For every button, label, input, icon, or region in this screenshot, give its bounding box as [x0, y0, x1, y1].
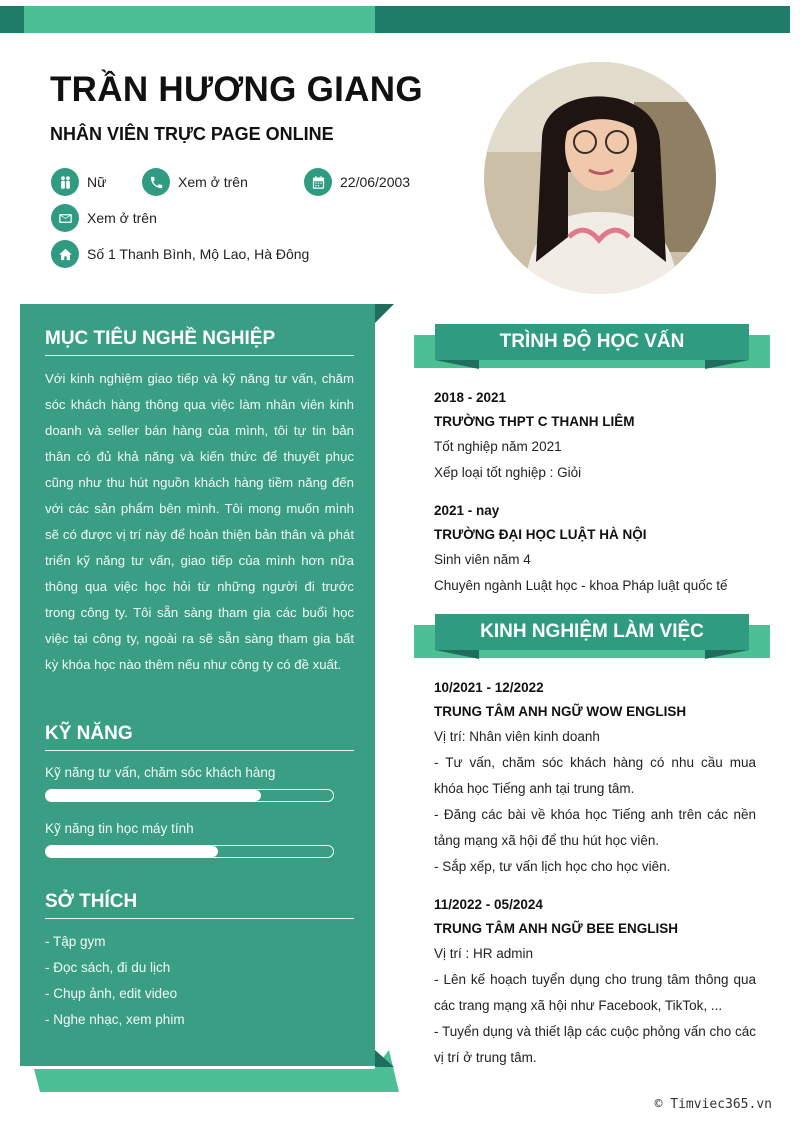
- desired-position: NHÂN VIÊN TRỰC PAGE ONLINE: [50, 124, 334, 144]
- gender-info: [51, 168, 106, 196]
- education-detail: Chuyên ngành Luật học - khoa Pháp luật quốc tế: [434, 578, 728, 593]
- education-detail: Xếp loại tốt nghiệp : Giỏi: [434, 465, 582, 480]
- skill-label: Kỹ năng tư vấn, chăm sóc khách hàng: [45, 765, 276, 780]
- email-info: [51, 204, 157, 232]
- education-school: TRƯỜNG ĐẠI HỌC LUẬT HÀ NỘI: [434, 527, 647, 542]
- hobby-item: - Chụp ảnh, edit video: [45, 986, 178, 1001]
- skills-title: KỸ NĂNG: [45, 723, 354, 751]
- experience-period: 10/2021 - 12/2022: [434, 680, 544, 695]
- mail-icon: [51, 204, 79, 232]
- experience-task: - Tư vấn, chăm sóc khách hàng có nhu cầu mua khóa học Tiếng anh tại trung tâm.: [434, 755, 756, 796]
- experience-task: - Lên kế hoạch tuyển dụng cho trung tâm thông qua các trang mạng xã hội như Facebook, TikTok, ...: [434, 972, 756, 1013]
- gender-value: Nữ: [87, 174, 107, 190]
- candidate-name: TRẦN HƯƠNG GIANG: [50, 70, 423, 109]
- phone-info: [142, 168, 248, 196]
- hobby-item: - Nghe nhạc, xem phim: [45, 1012, 185, 1027]
- education-detail: Tốt nghiệp năm 2021: [434, 439, 562, 454]
- header-bar-accent: [24, 6, 375, 33]
- education-detail: Sinh viên năm 4: [434, 552, 531, 567]
- education-period: 2018 - 2021: [434, 390, 507, 405]
- hobby-item: - Đọc sách, đi du lịch: [45, 960, 171, 975]
- experience-task: - Tuyển dụng và thiết lập các cuộc phỏng vấn cho các vị trí ở trung tâm.: [434, 1024, 756, 1065]
- education-period: 2021 - nay: [434, 503, 500, 518]
- people-icon: [51, 168, 79, 196]
- footer-credit: © Timviec365.vn: [654, 1097, 772, 1112]
- calendar-icon: [304, 168, 332, 196]
- experience-role: Vị trí : HR admin: [434, 946, 534, 961]
- address-info: [51, 240, 309, 268]
- skill-fill: [46, 846, 218, 857]
- education-title: TRÌNH ĐỘ HỌC VẤN: [435, 324, 749, 360]
- objective-title: MỤC TIÊU NGHỀ NGHIỆP: [45, 328, 354, 356]
- experience-company: TRUNG TÂM ANH NGỮ BEE ENGLISH: [434, 921, 678, 936]
- ribbon-fold: [435, 360, 479, 369]
- phone-icon: [142, 168, 170, 196]
- hobbies-title: SỞ THÍCH: [45, 891, 354, 919]
- profile-photo: [484, 62, 716, 294]
- experience-title: KINH NGHIỆM LÀM VIỆC: [435, 614, 749, 650]
- skill-label: Kỹ năng tin học máy tính: [45, 821, 194, 836]
- birthday-info: [304, 168, 410, 196]
- panel-fold-bottom: [375, 1050, 394, 1067]
- education-school: TRƯỜNG THPT C THANH LIÊM: [434, 414, 635, 429]
- experience-period: 11/2022 - 05/2024: [434, 897, 543, 912]
- objective-text: Với kinh nghiệm giao tiếp và kỹ năng tư vấn, chăm sóc khách hàng thông qua việc làm nhân viên kinh doanh và seller bán hàng của mình, tôi tự tin bản thân có đủ khả năng và kiến thức để thuyết phục cũng như thu hút nguồn khách hàng tiềm năng đến với các sản phẩm bên mình. Tôi mong muốn mình sẽ có được vị trí này để hoàn thiện bản thân và phát triển kỹ năng tư vấn, giao tiếp của mình hơn nữa thông qua việc học hỏi từ những người đi trước trong công ty. Tôi sẵn sàng tham gia các buổi học việc tại công ty, ngoài ra sẽ sẵn sàng tham gia bất kỳ khóa học nào thêm nếu như công ty có đề xuất.: [45, 371, 354, 672]
- experience-company: TRUNG TÂM ANH NGỮ WOW ENGLISH: [434, 704, 687, 719]
- skill-fill: [46, 790, 261, 801]
- skill-bar: [45, 845, 334, 858]
- ribbon-fold: [705, 360, 749, 369]
- experience-task: - Đăng các bài về khóa học Tiếng anh trên các nền tảng mạng xã hội để thu hút học viên.: [434, 807, 756, 848]
- address-value: Số 1 Thanh Bình, Mộ Lao, Hà Đông: [87, 246, 310, 262]
- experience-role: Vị trí: Nhân viên kinh doanh: [434, 729, 600, 744]
- skill-bar: [45, 789, 334, 802]
- ribbon-fold: [435, 650, 479, 659]
- home-icon: [51, 240, 79, 268]
- hobby-item: - Tập gym: [45, 934, 106, 949]
- email-value: Xem ở trên: [87, 210, 157, 226]
- ribbon-fold: [705, 650, 749, 659]
- phone-value: Xem ở trên: [178, 174, 248, 190]
- panel-fold-top: [375, 304, 394, 323]
- experience-task: - Sắp xếp, tư vấn lịch học cho học viên.: [434, 859, 671, 874]
- birthday-value: 22/06/2003: [340, 174, 411, 190]
